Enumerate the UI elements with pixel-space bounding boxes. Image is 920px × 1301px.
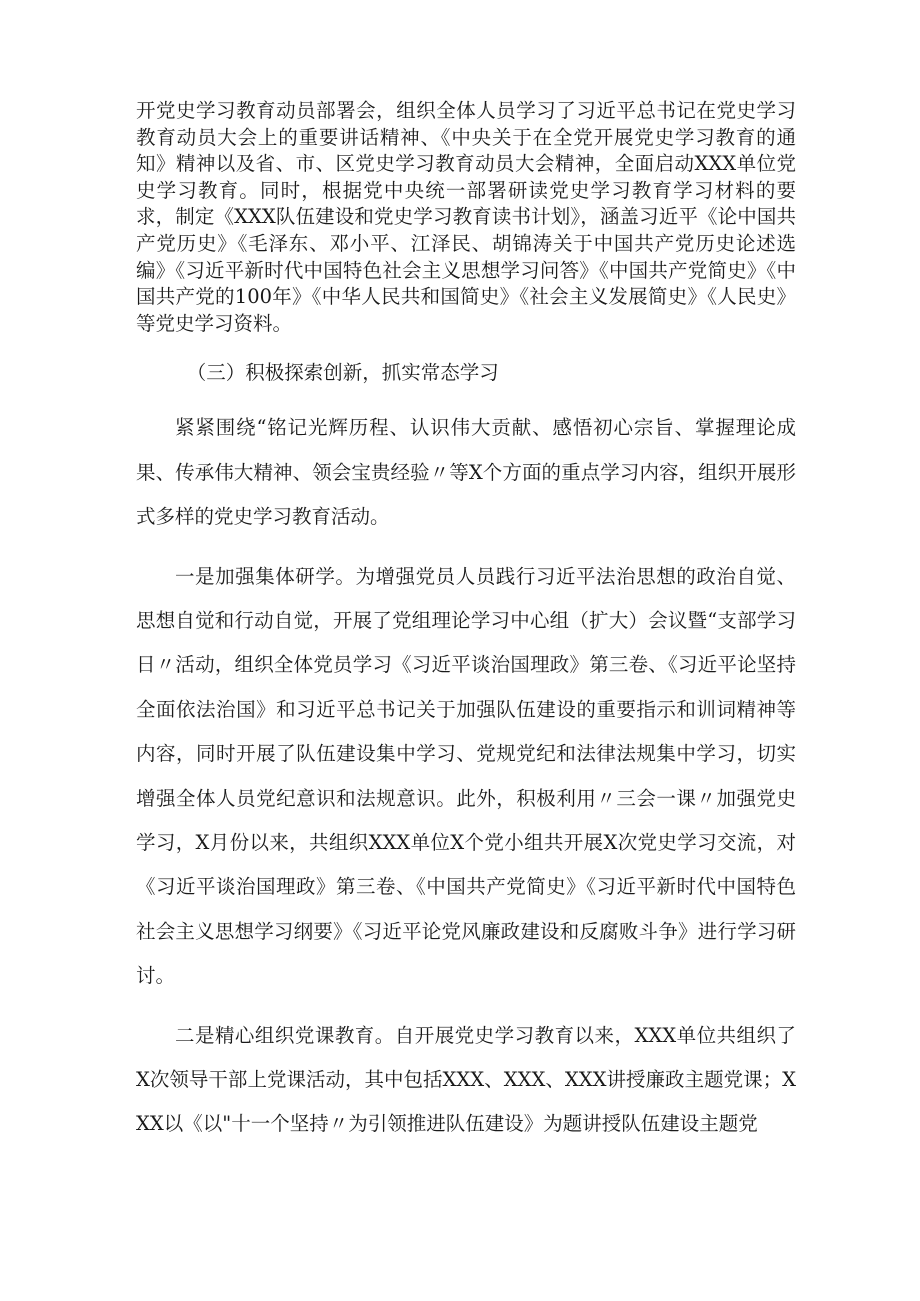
paragraph-item-two: 二是精心组织党课教育。自开展党史学习教育以来，XXX单位共组织了X次领导干部上党课活动，其中包括XXX、XXX、XXX讲授廉政主题党课；XXX以《以"十一个坚持〃为引领推进队伍建设》为题讲授队伍建设主题党 — [136, 1023, 796, 1136]
paragraph-intro-continuation: 开党史学习教育动员部署会，组织全体人员学习了习近平总书记在党史学习教育动员大会上的重要讲话精神、《中央关于在全党开展党史学习教育的通知》精神以及省、市、区党史学习教育动员大会精神，全面启动XXX单位党史学习教育。同时，根据党中央统一部署研读党史学习教育学习材料的要求，制定《XXX队伍建设和党史学习教育读书计划》，涵盖习近平《论中国共产党历史》《毛泽东、邓小平、江泽民、胡锦涛关于中国共产党历史论述选编》《习近平新时代中国特色社会主义思想学习问答》《中国共产党简史》《中国共产党的100年》《中华人民共和国简史》《社会主义发展简史》《人民史》等党史学习资料。 — [136, 99, 796, 335]
section-heading: （三）积极探索创新，抓实常态学习 — [186, 361, 499, 385]
document-page — [136, 98, 796, 1147]
paragraph-item-one: 一是加强集体研学。为增强党员人员践行习近平法治思想的政治自觉、思想自觉和行动自觉，开展了党组理论学习中心组（扩大）会议暨“支部学习日〃活动，组织全体党员学习《习近平谈治国理政》第三卷、《习近平论坚持全面依法治国》和习近平总书记关于加强队伍建设的重要指示和训词精神等内容，同时开展了队伍建设集中学习、党规党纪和法律法规集中学习，切实增强全体人员党纪意识和法规意识。此外，积极利用〃三会一课〃加强党史学习，X月份以来，共组织XXX单位X个党小组共开展X次党史学习交流，对《习近平谈治国理政》第三卷、《中国共产党简史》《习近平新时代中国特色社会主义思想学习纲要》《习近平论党风廉政建设和反腐败斗争》进行学习研讨。 — [136, 564, 796, 988]
paragraph-section-intro: 紧紧围绕“铭记光辉历程、认识伟大贡献、感悟初心宗旨、掌握理论成果、传承伟大精神、领会宝贵经验〃等X个方面的重点学习内容，组织开展形式多样的党史学习教育活动。 — [136, 416, 796, 529]
